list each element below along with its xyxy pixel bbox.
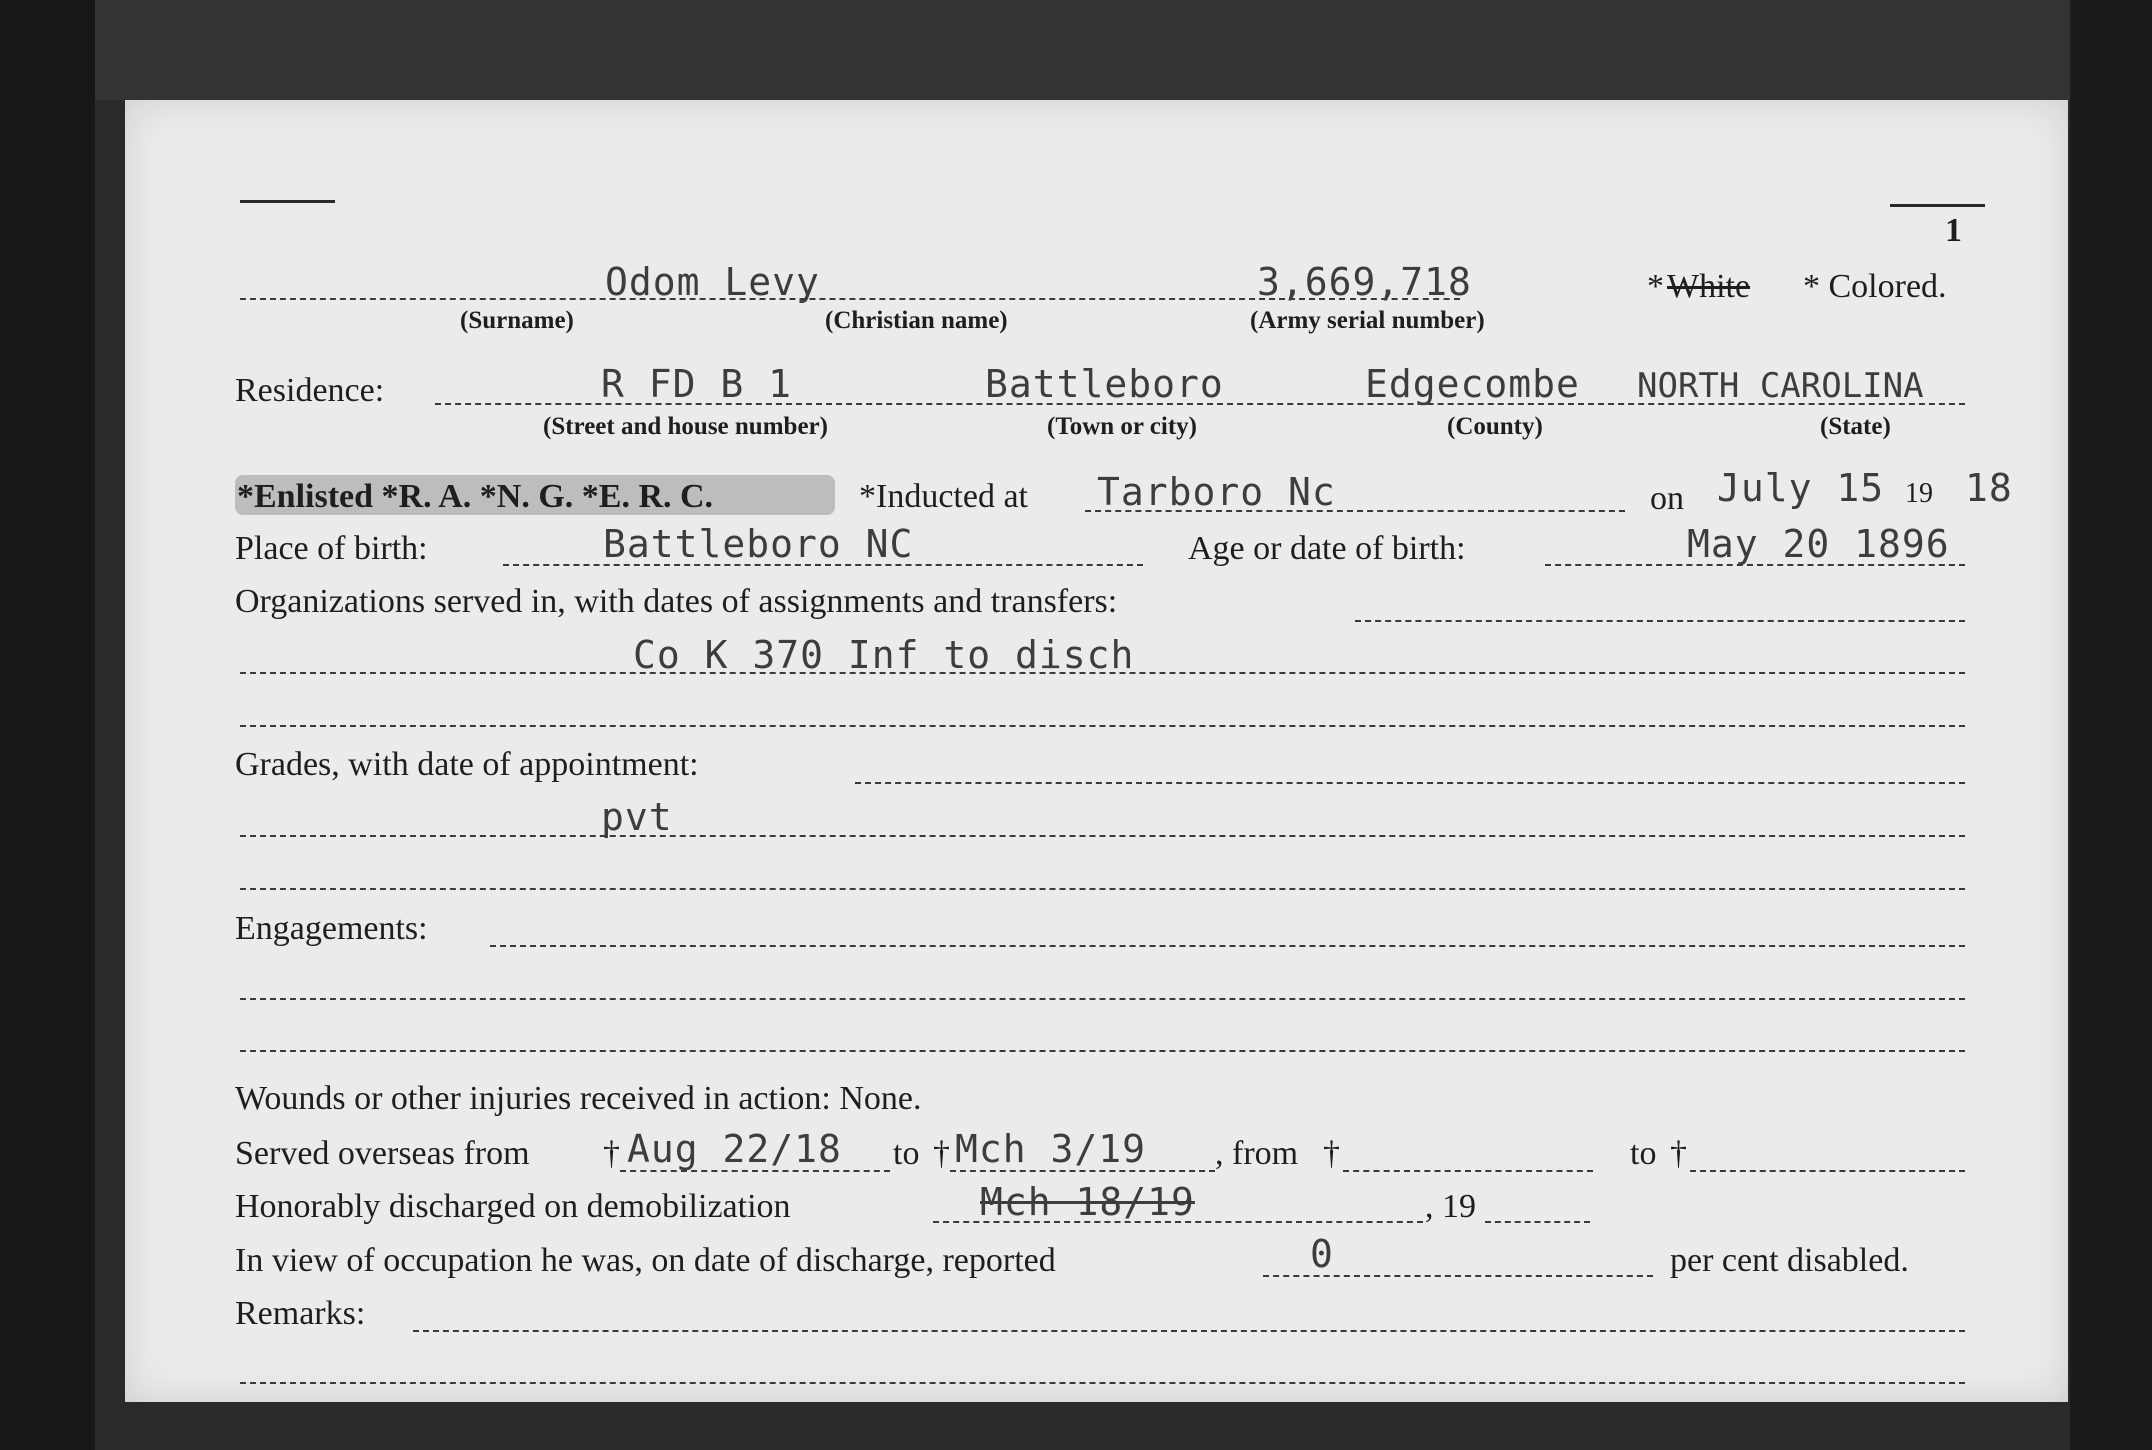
overseas-to-line-2 <box>1690 1170 1965 1172</box>
date-of-birth-label: Age or date of birth: <box>1188 530 1466 567</box>
place-of-birth-label: Place of birth: <box>235 530 428 567</box>
overseas-label: Served overseas from <box>235 1135 530 1172</box>
state-caption: (State) <box>1820 413 1891 440</box>
race-colored: * Colored. <box>1803 268 1947 305</box>
overseas-to-date: Mch 3/19 <box>955 1127 1147 1171</box>
overseas-from-line-2 <box>1343 1170 1593 1172</box>
residence-state: NORTH CAROLINA <box>1637 366 1924 406</box>
overseas-to-label-2: to <box>1630 1135 1657 1172</box>
remarks-line-2 <box>240 1382 1965 1384</box>
race-white-prefix: * <box>1647 268 1664 305</box>
remarks-line-1 <box>413 1330 1965 1332</box>
engagements-line-1 <box>490 945 1965 947</box>
place-of-birth: Battleboro NC <box>603 522 914 566</box>
christian-name-caption: (Christian name) <box>825 307 1008 334</box>
service-record-card <box>125 100 2068 1402</box>
enlistment-options: *Enlisted *R. A. *N. G. *E. R. C. <box>237 478 714 515</box>
discharge-year-line <box>1485 1221 1590 1223</box>
organizations-line-3 <box>240 725 1965 727</box>
serial-caption: (Army serial number) <box>1250 307 1485 334</box>
soldier-name: Odom Levy <box>605 260 820 304</box>
grades-line-1 <box>855 782 1965 784</box>
residence-street: R FD B 1 <box>601 362 793 406</box>
overseas-from-label-2: , from <box>1215 1135 1299 1172</box>
remarks-label: Remarks: <box>235 1295 366 1332</box>
town-caption: (Town or city) <box>1047 413 1197 440</box>
county-caption: (County) <box>1447 413 1543 440</box>
grades-label: Grades, with date of appointment: <box>235 746 699 783</box>
overseas-to-dagger: † <box>933 1135 950 1172</box>
overseas-to-dagger-2: † <box>1670 1135 1687 1172</box>
top-right-rule <box>1890 204 1985 207</box>
overseas-from-date: Aug 22/18 <box>627 1127 842 1171</box>
date-of-birth: May 20 1896 <box>1687 522 1950 566</box>
on-label: on <box>1650 480 1684 517</box>
disability-label: In view of occupation he was, on date of discharge, reported <box>235 1242 1056 1279</box>
overseas-to-label: to <box>893 1135 920 1172</box>
induction-date: July 15 <box>1717 466 1885 510</box>
residence-label: Residence: <box>235 372 385 409</box>
discharge-date: Mch 18/19 <box>980 1180 1195 1224</box>
top-left-rule <box>240 200 335 203</box>
organizations-value: Co K 370 Inf to disch <box>633 633 1135 677</box>
overseas-from-dagger: † <box>603 1135 620 1172</box>
grades-value: pvt <box>601 795 673 839</box>
discharge-year-prefix: , 19 <box>1425 1188 1476 1225</box>
grades-line-2 <box>240 835 1965 837</box>
scan-background-left <box>0 0 95 1450</box>
grades-line-3 <box>240 888 1965 890</box>
engagements-line-2 <box>240 998 1965 1000</box>
surname-caption: (Surname) <box>460 307 574 334</box>
army-serial-number: 3,669,718 <box>1257 260 1472 304</box>
disability-value: 0 <box>1310 1232 1334 1276</box>
card-number: 1 <box>1945 212 1962 249</box>
inducted-label: *Inducted at <box>859 478 1028 515</box>
scan-background-right <box>2070 0 2152 1450</box>
engagements-label: Engagements: <box>235 910 428 947</box>
discharge-label: Honorably discharged on demobilization <box>235 1188 791 1225</box>
residence-county: Edgecombe <box>1365 362 1580 406</box>
disability-suffix: per cent disabled. <box>1670 1242 1909 1279</box>
organizations-label: Organizations served in, with dates of assignments and transfers: <box>235 583 1118 620</box>
scan-background-top <box>95 0 2095 100</box>
street-caption: (Street and house number) <box>543 413 828 440</box>
induction-year: 18 <box>1965 466 2013 510</box>
organizations-line-1 <box>1355 620 1965 622</box>
wounds-statement: Wounds or other injuries received in action: None. <box>235 1080 922 1117</box>
engagements-line-3 <box>240 1050 1965 1052</box>
residence-town: Battleboro <box>985 362 1224 406</box>
inducted-at: Tarboro Nc <box>1097 470 1336 514</box>
race-line <box>1350 298 1460 300</box>
race-white-struck: White <box>1667 268 1751 305</box>
overseas-from-dagger-2: † <box>1323 1135 1340 1172</box>
induction-year-prefix: 19 <box>1905 478 1933 509</box>
